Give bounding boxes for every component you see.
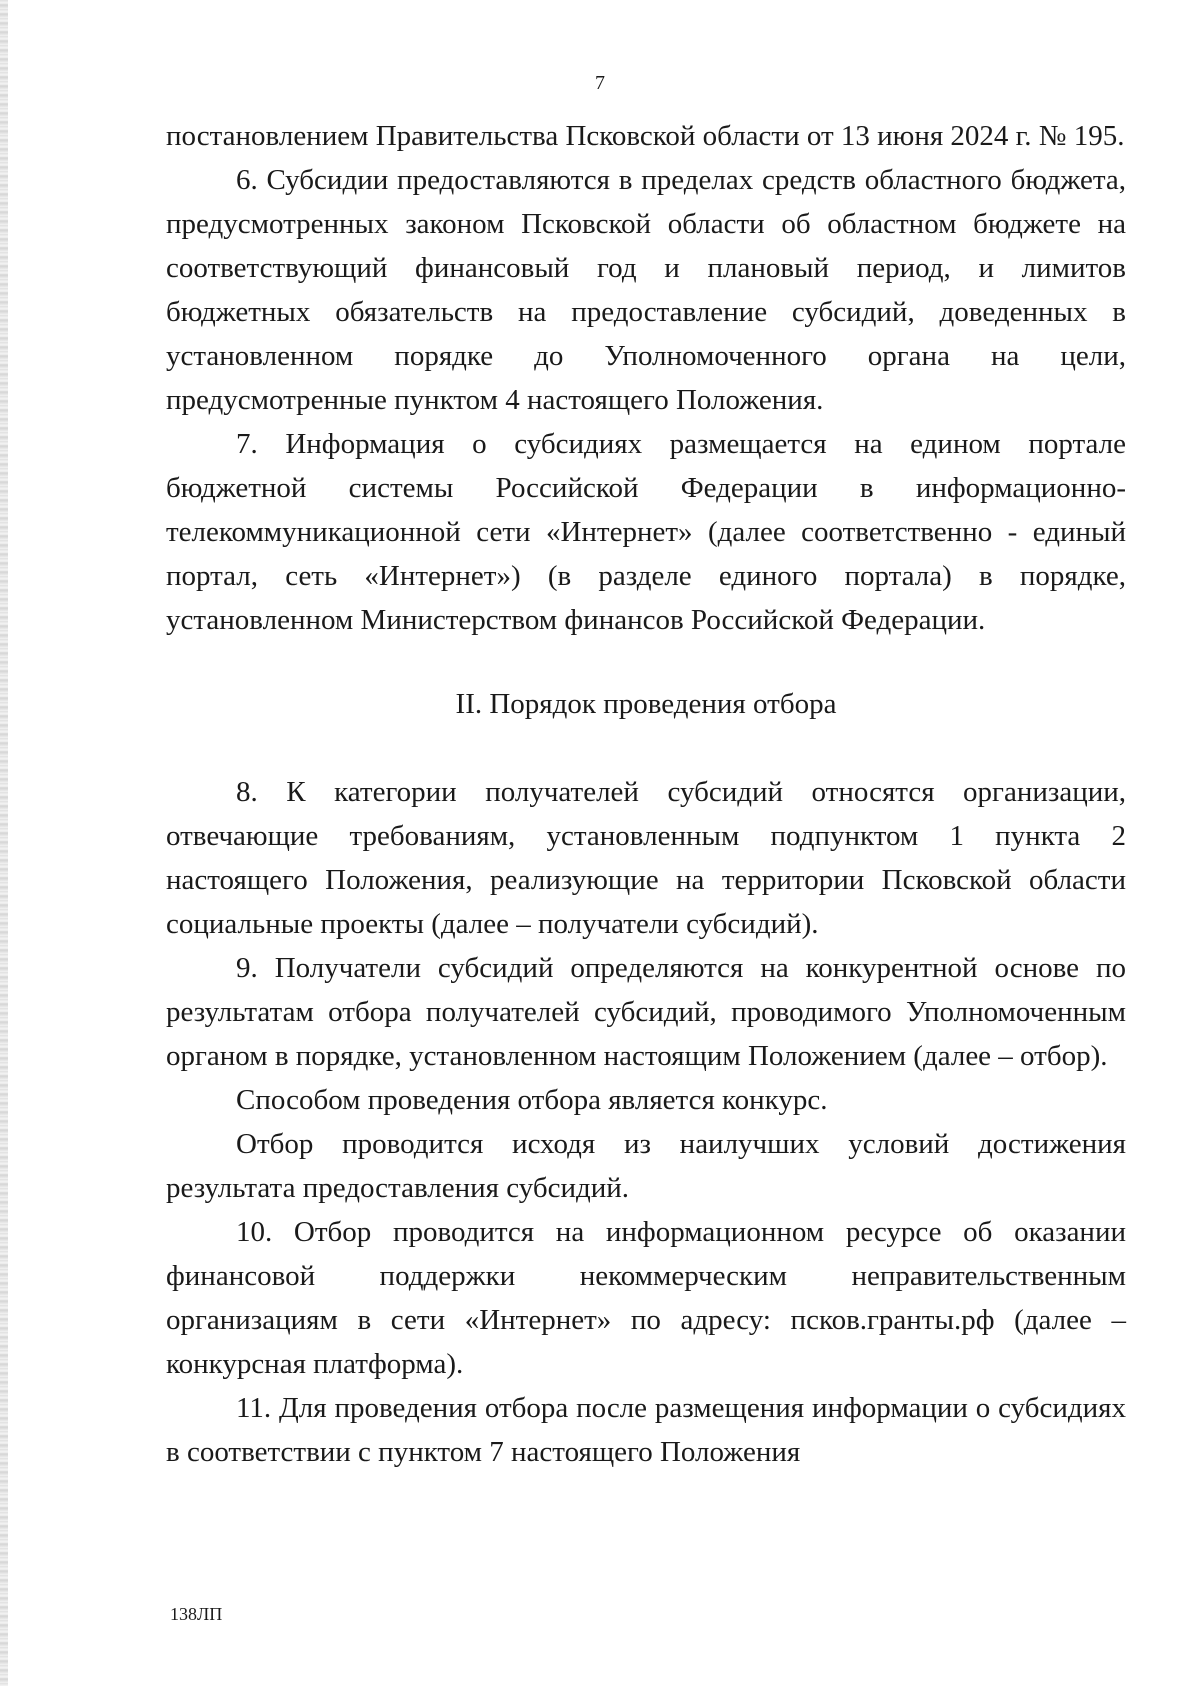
- paragraph-6: 6. Субсидии предоставляются в пределах средств областного бюджета, предусмотренных законом Псковской области об областном бюджете на соответствующий финансовый год и плановый период, и лимитов бюджетных обязательств на предоставление субсидий, доведенных в установленном порядке до Уполномоченного органа на цели, предусмотренные пунктом 4 настоящего Положения.: [166, 164, 1126, 416]
- paragraph-8: 8. К категории получателей субсидий относятся организации, отвечающие требованиям, установленным подпунктом 1 пункта 2 настоящего Положения, реализующие на территории Псковской области социальные проекты (далее – получатели субсидий).: [166, 776, 1126, 940]
- paragraph-selection-method: Способом проведения отбора является конкурс.: [236, 1084, 828, 1116]
- document-code: 138ЛП: [170, 1604, 223, 1624]
- paragraph-11: 11. Для проведения отбора после размещения информации о субсидиях в соответствии с пунктом 7 настоящего Положения: [166, 1392, 1126, 1468]
- scan-edge: [0, 0, 8, 1686]
- paragraph-9: 9. Получатели субсидий определяются на конкурентной основе по результатам отбора получателей субсидий, проводимого Уполномоченным органом в порядке, установленном настоящим Положением (далее – отбор).: [166, 952, 1126, 1072]
- paragraph-continuation: постановлением Правительства Псковской области от 13 июня 2024 г. № 195.: [166, 120, 1125, 152]
- document-body: [166, 114, 1126, 1474]
- section-heading: II. Порядок проведения отбора: [455, 688, 837, 720]
- page-number: 7: [595, 72, 605, 94]
- paragraph-10: 10. Отбор проводится на информационном ресурсе об оказании финансовой поддержки некоммерческим неправительственным организациям в сети «Интернет» по адресу: псков.гранты.рф (далее – конкурсная платформа).: [166, 1216, 1126, 1380]
- paragraph-selection-criteria: Отбор проводится исходя из наилучших условий достижения результата предоставления субсидий.: [166, 1128, 1126, 1204]
- paragraph-7: 7. Информация о субсидиях размещается на едином портале бюджетной системы Российской Федерации в информационно-телекоммуникационной сети «Интернет» (далее соответственно - единый портал, сеть «Интернет») (в разделе единого портала) в порядке, установленном Министерством финансов Российской Федерации.: [166, 428, 1126, 636]
